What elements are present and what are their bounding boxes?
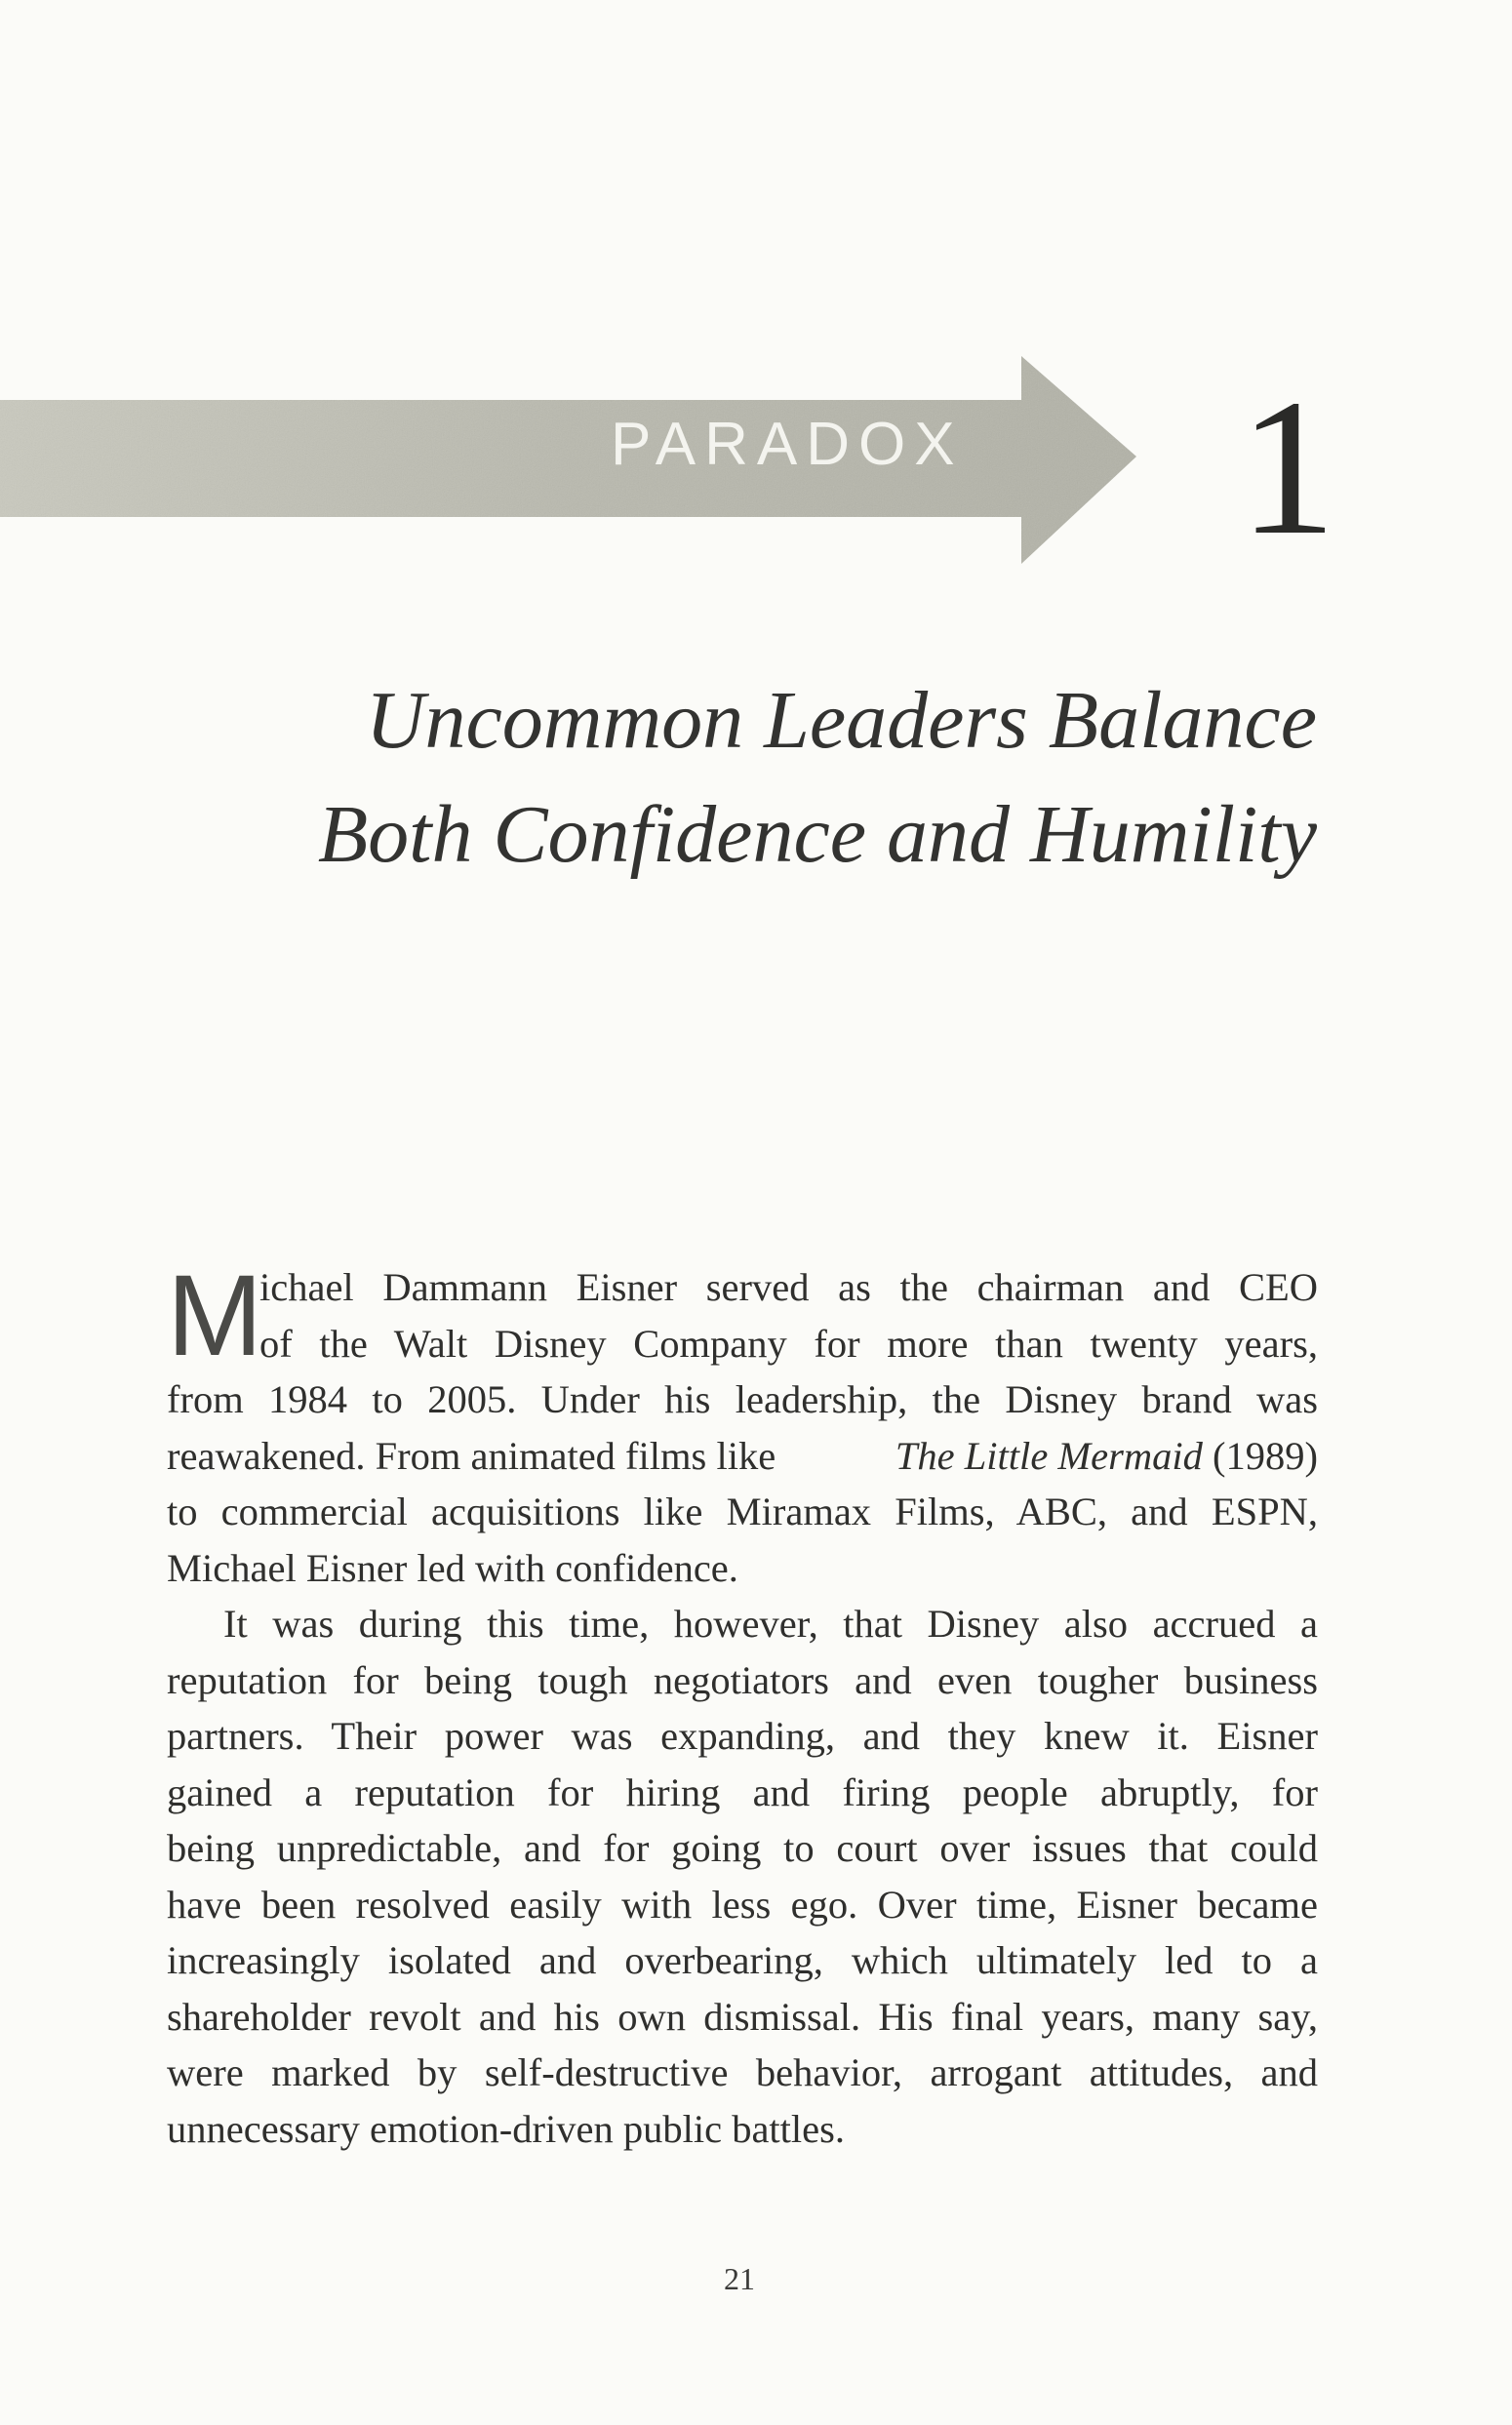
text-segment: (1989): [1202, 1433, 1318, 1478]
chapter-title-line: Both Confidence and Humility: [317, 789, 1317, 880]
text-line: of the Walt Disney Company for more than twenty years,: [259, 1321, 1318, 1366]
text-line: ichael Dammann Eisner served as the chairman and CEO: [259, 1265, 1318, 1309]
drop-cap: M: [167, 1252, 263, 1380]
text-line: shareholder revolt and his own dismissal. His final years, many say,: [167, 1994, 1318, 2039]
chapter-title-line: Uncommon Leaders Balance: [365, 675, 1317, 766]
chapter-title: [146, 663, 1317, 892]
chapter-label: PARADOX: [611, 411, 964, 478]
text-line: from 1984 to 2005. Under his leadership, the Disney brand was: [167, 1377, 1318, 1421]
chapter-banner: [0, 356, 1151, 571]
text-line: were marked by self-destructive behavior, arrogant attitudes, and: [167, 2050, 1318, 2094]
text-line: It was during this time, however, that Disney also accrued a: [223, 1602, 1318, 1646]
text-line: [167, 1428, 1318, 1485]
text-line: to commercial acquisitions like Miramax Films, ABC, and ESPN,: [167, 1490, 1318, 1533]
text-line: reputation for being tough negotiators and even tougher business: [167, 1657, 1318, 1702]
page-number: 21: [724, 2261, 755, 2296]
text-line: gained a reputation for hiring and firing people abruptly, for: [167, 1769, 1318, 1814]
text-line: unnecessary emotion-driven public battles.: [167, 2106, 846, 2151]
body-text: [167, 1252, 1318, 2157]
text-segment: reawakened. From animated films like: [167, 1433, 776, 1478]
text-line: have been resolved easily with less ego. Over time, Eisner became: [167, 1882, 1318, 1927]
film-title: The Little Mermaid: [895, 1433, 1203, 1478]
chapter-number: 1: [1239, 360, 1336, 576]
text-line: Michael Eisner led with confidence.: [167, 1545, 738, 1590]
arrow-banner-icon: [0, 356, 1151, 571]
text-line: increasingly isolated and overbearing, which ultimately led to a: [167, 1938, 1318, 1982]
text-line: being unpredictable, and for going to court over issues that could: [167, 1826, 1318, 1870]
text-line: partners. Their power was expanding, and they knew it. Eisner: [167, 1714, 1318, 1758]
